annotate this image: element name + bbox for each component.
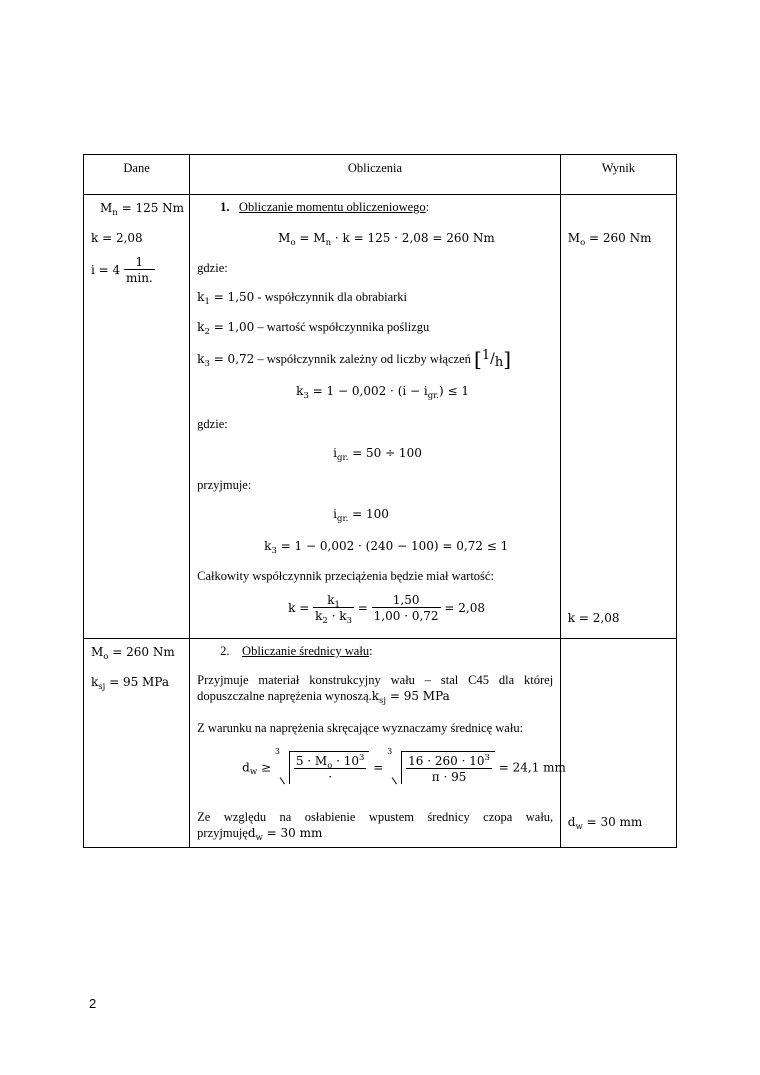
para-wpust-line2: przyjmujęd$_w$ = 30 mm <box>197 826 323 843</box>
para-material-line1: Przyjmuje materiał konstrukcyjny wału – stal C45 dla której <box>197 673 554 687</box>
dane-mn: $M_n = 125$ Nm <box>100 201 185 218</box>
wynik-dw: $d_w = 30$ mm <box>567 815 643 832</box>
para-material-line2: dopuszczalne naprężenia $wynoszą.k_{sj} = 95$ MPa <box>197 689 450 706</box>
eq-k3-value: $k_3 = 1 - 0,002 \cdot (240 - 100) = 0,72 \le 1$ <box>264 539 509 556</box>
eq-igr-value: $i_{gr.} = 100$ <box>333 507 389 524</box>
section2-obliczenia <box>190 639 566 848</box>
section1-obliczenia <box>190 195 561 639</box>
eq-k3-formula: $k_3 = 1 - 0,002 \cdot (i - i_{gr.}) \le 1$ <box>296 384 470 401</box>
eq-igr-range: $i_{gr.} = 50 \div 100$ <box>333 446 422 463</box>
section2-dane <box>84 639 190 848</box>
section2-heading: 2. Obliczanie średnicy wału: <box>220 644 373 658</box>
dane-i: i = 4 $\frac{1}{\min.}$ <box>91 255 153 285</box>
dane-mo: $M_o = 260$ Nm <box>91 645 175 662</box>
wynik-k: k = 2,08 <box>567 611 620 625</box>
calculation-table <box>83 154 677 848</box>
header-obliczenia: Obliczenia <box>190 155 561 195</box>
gdzie-1: gdzie: <box>197 261 228 275</box>
dane-k: k = 2,08 <box>91 231 143 245</box>
section1-wynik <box>560 195 676 639</box>
page-number: 2 <box>89 996 97 1011</box>
dane-ksj: $k_{sj} = 95$ MPa <box>91 675 170 692</box>
root-1: 3 $\frac{5 \cdot M_o \cdot 10^3}{\cdot}$ <box>275 751 370 784</box>
section1-dane <box>84 195 190 639</box>
section1-row <box>84 195 677 639</box>
header-row <box>84 155 677 195</box>
przyjmuje: przyjmuje: <box>197 478 252 492</box>
k1-line: $k_1 = 1,50$ - współczynnik dla obrabiarki <box>197 290 408 307</box>
eq-diameter: $d_w$ ≥ 3 $\frac{5 \cdot M_o \cdot 10^3}{\cdot}$ = 3 $\frac{16 \cdot 260 \cdot 10^3}{\pi \cdot 95}$ = 24,1 mm <box>242 747 566 784</box>
section2-wynik <box>560 639 676 848</box>
header-wynik: Wynik <box>560 155 676 195</box>
header-dane: Dane <box>84 155 190 195</box>
k3-line: $k_3 = 0,72$ – współczynnik zależny od liczby włączeń $[^1/_h]$ <box>197 347 511 371</box>
section1-heading: 1. Obliczanie momentu obliczeniowego: <box>220 200 430 214</box>
k2-line: $k_2 = 1,00$ – wartość współczynnika poślizgu <box>197 320 430 337</box>
calkowity-text: Całkowity współczynnik przeciążenia będzie miał wartość: <box>197 569 494 583</box>
para-warunek: Z warunku na naprężenia skręcające wyznaczamy średnicę wału: <box>197 721 524 735</box>
eq-moment: $M_o = M_n \cdot k = 125 \cdot 2,08 = 260$ Nm <box>278 231 495 248</box>
gdzie-2: gdzie: <box>197 417 228 431</box>
section2-row <box>84 639 677 848</box>
root-2: 3 $\frac{16 \cdot 260 \cdot 10^3}{\pi \cdot 95}$ <box>387 751 495 784</box>
eq-k-total: k = $\frac{k_1}{k_2 \cdot k_3}$ = $\frac{1,50}{1,00 \cdot 0,72}$ = 2,08 <box>288 593 485 626</box>
para-wpust-line1: Ze względu na osłabienie wpustem średnicy czopa wału, <box>197 810 554 824</box>
wynik-mo: $M_o = 260$ Nm <box>567 231 652 248</box>
